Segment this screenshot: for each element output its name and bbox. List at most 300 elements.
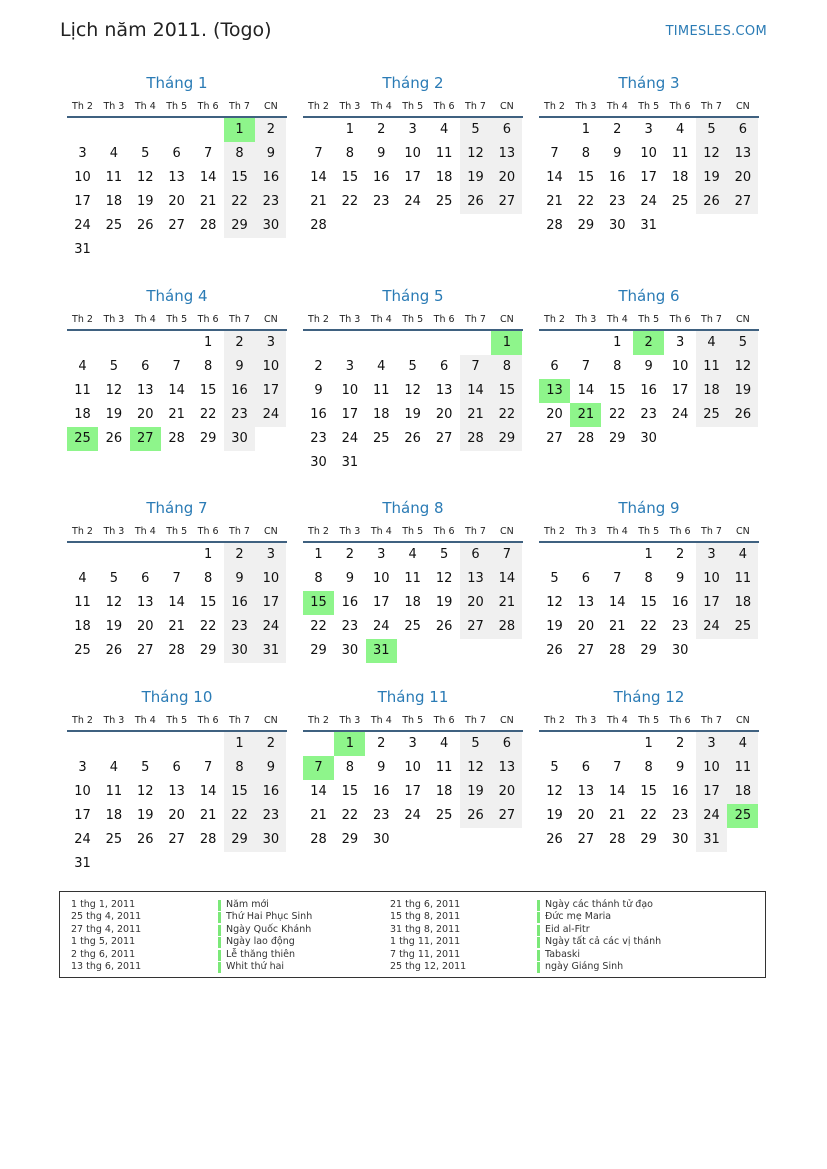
holiday-day-cell: 13: [539, 379, 570, 403]
day-cell: 15: [341, 784, 359, 799]
day-cell: 26: [696, 190, 727, 214]
day-cell: 21: [609, 808, 626, 823]
month-name: Tháng 8: [382, 499, 444, 517]
holiday-marker: [218, 925, 221, 936]
day-cell: 20: [491, 166, 522, 190]
day-cell: 13: [577, 595, 595, 610]
weekday-header: [303, 525, 523, 543]
holiday-day-cell: 27: [130, 427, 161, 451]
day-cell: 12: [404, 383, 421, 398]
weekday-label: Th 2: [72, 101, 93, 112]
weekday-label: Th 4: [134, 314, 156, 325]
day-cell: 20: [577, 619, 595, 634]
day-cell: 10: [373, 571, 390, 586]
weekday-label: Th 7: [465, 314, 486, 325]
legend-date: 27 thg 4, 2011: [71, 923, 142, 935]
day-cell: 3: [255, 543, 286, 567]
day-cell: 27: [435, 431, 453, 446]
day-cell: 4: [696, 331, 727, 355]
day-cell: 9: [644, 359, 653, 374]
day-cell: 9: [224, 567, 255, 591]
day-cell: 14: [310, 170, 327, 185]
day-cell: 1: [224, 732, 255, 756]
day-cell: 17: [373, 595, 390, 610]
day-cell: 10: [404, 146, 421, 161]
legend-date: 13 thg 6, 2011: [71, 961, 142, 972]
weekday-header: [539, 525, 759, 543]
day-cell: 25: [105, 832, 123, 847]
day-cell: 18: [727, 591, 758, 615]
day-cell: 30: [310, 455, 327, 470]
weekday-label: Th 6: [433, 314, 455, 325]
holiday-day-cell: 21: [570, 403, 601, 427]
holiday-day-cell: 7: [303, 756, 334, 780]
day-cell: 18: [727, 780, 758, 804]
day-cell: 22: [341, 808, 359, 823]
month-name: Tháng 1: [146, 74, 208, 92]
legend-holiday-name: Năm mới: [226, 899, 269, 910]
day-cell: 8: [345, 146, 355, 161]
day-cell: 23: [640, 407, 657, 422]
day-cell: 11: [74, 595, 91, 610]
month-name: Tháng 7: [146, 499, 208, 517]
weekday-label: CN: [736, 715, 750, 726]
day-cell: 24: [671, 407, 689, 422]
day-cell: 14: [546, 170, 563, 185]
day-cell: 4: [439, 122, 449, 137]
day-cell: 20: [137, 619, 154, 634]
day-cell: 12: [460, 756, 491, 780]
day-cell: 15: [609, 383, 626, 398]
day-cell: 22: [341, 194, 359, 209]
holiday-day-cell: 1: [224, 118, 255, 142]
day-cell: 19: [137, 808, 154, 823]
day-cell: 23: [224, 403, 255, 427]
day-cell: 23: [671, 808, 689, 823]
day-cell: 19: [435, 595, 453, 610]
weekday-label: Th 2: [544, 314, 565, 325]
day-cell: 18: [74, 619, 91, 634]
day-cell: 5: [109, 359, 119, 374]
day-cell: 23: [373, 808, 390, 823]
day-cell: 28: [310, 218, 327, 233]
day-cell: 30: [609, 218, 626, 233]
day-cell: 24: [341, 431, 359, 446]
day-cell: 8: [613, 359, 622, 374]
weekday-label: Th 4: [134, 715, 156, 726]
day-cell: 3: [255, 331, 286, 355]
day-cell: 9: [675, 571, 685, 586]
day-cell: 29: [310, 643, 327, 658]
month-name: Tháng 11: [377, 688, 449, 706]
day-cell: 15: [577, 170, 595, 185]
day-cell: 9: [377, 760, 386, 775]
day-cell: 10: [671, 359, 689, 374]
day-cell: 19: [105, 619, 123, 634]
day-cell: 22: [199, 619, 217, 634]
day-cell: 27: [577, 643, 595, 658]
day-cell: 18: [105, 808, 123, 823]
day-cell: 12: [137, 784, 154, 799]
day-cell: 1: [644, 736, 653, 751]
day-cell: 21: [168, 407, 185, 422]
day-cell: 16: [341, 595, 359, 610]
holiday-marker: [537, 937, 540, 948]
day-cell: 28: [609, 643, 626, 658]
day-cell: 2: [675, 736, 685, 751]
day-cell: 24: [255, 615, 286, 639]
day-cell: 17: [404, 170, 421, 185]
day-cell: 28: [199, 832, 217, 847]
day-cell: 2: [377, 736, 386, 751]
day-cell: 6: [141, 359, 150, 374]
weekday-label: CN: [736, 314, 750, 325]
holiday-day-cell: 2: [633, 331, 664, 355]
holiday-day-cell: 1: [491, 331, 522, 355]
day-cell: 24: [74, 218, 91, 233]
weekday-label: Th 7: [229, 526, 250, 537]
day-cell: 15: [224, 166, 255, 190]
month-name: Tháng 3: [618, 74, 680, 92]
day-cell: 24: [696, 615, 727, 639]
weekday-label: Th 6: [197, 715, 219, 726]
weekday-label: Th 6: [669, 715, 691, 726]
weekday-label: Th 6: [433, 715, 455, 726]
day-cell: 17: [255, 379, 286, 403]
day-cell: 11: [373, 383, 390, 398]
day-cell: 13: [577, 784, 595, 799]
day-cell: 21: [199, 194, 217, 209]
day-cell: 16: [224, 379, 255, 403]
weekday-header: [67, 100, 287, 118]
day-cell: 11: [435, 760, 453, 775]
holiday-marker: [537, 900, 540, 911]
month-name: Tháng 12: [613, 688, 685, 706]
day-cell: 3: [675, 335, 685, 350]
day-cell: 31: [341, 455, 359, 470]
day-cell: 1: [203, 335, 213, 350]
day-cell: 2: [314, 359, 323, 374]
weekday-label: Th 5: [402, 101, 424, 112]
day-cell: 6: [550, 359, 559, 374]
weekday-label: Th 5: [166, 526, 188, 537]
day-cell: 6: [491, 732, 522, 756]
day-cell: 28: [546, 218, 563, 233]
day-cell: 13: [168, 170, 185, 185]
day-cell: 20: [727, 166, 758, 190]
day-cell: 19: [137, 194, 154, 209]
day-cell: 3: [78, 146, 87, 161]
legend-holiday-name: Ngày các thánh tử đạo: [545, 899, 653, 910]
weekday-label: CN: [500, 715, 514, 726]
weekday-label: Th 3: [575, 526, 597, 537]
holiday-day-cell: 25: [67, 427, 98, 451]
day-cell: 31: [74, 242, 91, 257]
day-cell: 11: [105, 170, 123, 185]
day-cell: 12: [460, 142, 491, 166]
day-cell: 5: [141, 146, 150, 161]
day-cell: 4: [109, 146, 119, 161]
day-cell: 30: [341, 643, 359, 658]
day-cell: 13: [435, 383, 453, 398]
day-cell: 20: [168, 808, 185, 823]
day-cell: 2: [224, 543, 255, 567]
holiday-day-cell: 31: [366, 639, 397, 663]
legend-holiday-name: Eid al-Fitr: [545, 923, 590, 935]
day-cell: 30: [373, 832, 390, 847]
day-cell: 26: [105, 643, 123, 658]
weekday-label: Th 3: [575, 314, 597, 325]
month-name: Tháng 9: [618, 499, 680, 517]
weekday-label: Th 4: [606, 715, 628, 726]
day-cell: 14: [199, 784, 217, 799]
day-cell: 5: [550, 760, 559, 775]
weekday-label: Th 3: [103, 526, 125, 537]
day-cell: 18: [435, 784, 453, 799]
day-cell: 28: [577, 431, 595, 446]
legend-date: 31 thg 8, 2011: [390, 923, 461, 935]
day-cell: 17: [671, 383, 689, 398]
day-cell: 28: [460, 427, 491, 451]
day-cell: 3: [408, 736, 417, 751]
day-cell: 27: [168, 218, 185, 233]
weekday-label: Th 4: [370, 715, 392, 726]
day-cell: 7: [172, 359, 181, 374]
holiday-marker: [537, 912, 540, 923]
day-cell: 2: [675, 547, 685, 562]
day-cell: 5: [460, 732, 491, 756]
day-cell: 4: [377, 359, 386, 374]
weekday-label: Th 7: [465, 526, 486, 537]
day-cell: 31: [640, 218, 657, 233]
day-cell: 25: [404, 619, 421, 634]
weekday-label: Th 7: [701, 715, 722, 726]
weekday-label: Th 7: [465, 715, 486, 726]
day-cell: 11: [105, 784, 123, 799]
holiday-day-cell: 25: [727, 804, 758, 828]
weekday-label: CN: [264, 314, 278, 325]
day-cell: 5: [696, 118, 727, 142]
day-cell: 13: [727, 142, 758, 166]
brand-link[interactable]: TIMESLES.COM: [665, 24, 767, 39]
day-cell: 6: [172, 760, 181, 775]
weekday-header: [67, 313, 287, 331]
day-cell: 30: [255, 214, 286, 238]
day-cell: 23: [373, 194, 390, 209]
day-cell: 10: [640, 146, 657, 161]
day-cell: 9: [345, 571, 355, 586]
day-cell: 11: [727, 756, 758, 780]
day-cell: 7: [550, 146, 559, 161]
weekday-label: CN: [264, 101, 278, 112]
day-cell: 25: [105, 218, 123, 233]
day-cell: 25: [727, 615, 758, 639]
day-cell: 6: [439, 359, 449, 374]
page-title: Lịch năm 2011. (Togo): [60, 19, 272, 41]
day-cell: 21: [199, 808, 217, 823]
day-cell: 22: [577, 194, 595, 209]
day-cell: 29: [341, 832, 359, 847]
day-cell: 23: [609, 194, 626, 209]
day-cell: 19: [546, 808, 563, 823]
day-cell: 26: [546, 832, 563, 847]
day-cell: 19: [404, 407, 421, 422]
day-cell: 26: [460, 190, 491, 214]
day-cell: 1: [345, 122, 355, 137]
day-cell: 18: [74, 407, 91, 422]
day-cell: 16: [310, 407, 327, 422]
day-cell: 9: [314, 383, 323, 398]
weekday-label: Th 6: [669, 314, 691, 325]
day-cell: 2: [613, 122, 622, 137]
day-cell: 3: [377, 547, 386, 562]
weekday-label: Th 3: [575, 101, 597, 112]
weekday-header: [539, 714, 759, 732]
day-cell: 2: [255, 118, 286, 142]
day-cell: 4: [78, 359, 87, 374]
day-cell: 21: [491, 591, 522, 615]
weekday-label: Th 4: [370, 526, 392, 537]
day-cell: 29: [224, 214, 255, 238]
day-cell: 7: [581, 359, 591, 374]
day-cell: 6: [581, 760, 591, 775]
weekday-label: Th 6: [197, 314, 219, 325]
day-cell: 20: [546, 407, 563, 422]
weekday-label: Th 6: [669, 526, 691, 537]
weekday-label: Th 5: [638, 526, 660, 537]
day-cell: 15: [491, 379, 522, 403]
day-cell: 1: [613, 335, 622, 350]
month-name: Tháng 10: [141, 688, 213, 706]
day-cell: 7: [613, 571, 622, 586]
day-cell: 8: [345, 760, 355, 775]
day-cell: 27: [491, 804, 522, 828]
day-cell: 1: [314, 547, 323, 562]
weekday-label: Th 5: [402, 715, 424, 726]
day-cell: 12: [105, 383, 123, 398]
weekday-label: Th 4: [370, 314, 392, 325]
day-cell: 20: [435, 407, 453, 422]
weekday-label: Th 3: [339, 101, 361, 112]
holiday-day-cell: 15: [303, 591, 334, 615]
day-cell: 2: [377, 122, 386, 137]
weekday-label: CN: [264, 526, 278, 537]
day-cell: 15: [341, 170, 359, 185]
day-cell: 17: [404, 784, 421, 799]
day-cell: 23: [310, 431, 327, 446]
day-cell: 18: [105, 194, 123, 209]
weekday-label: Th 2: [308, 715, 329, 726]
day-cell: 19: [460, 166, 491, 190]
weekday-label: Th 6: [197, 526, 219, 537]
weekday-label: Th 5: [402, 526, 424, 537]
day-cell: 12: [727, 355, 758, 379]
weekday-label: Th 3: [575, 715, 597, 726]
day-cell: 10: [696, 567, 727, 591]
day-cell: 27: [460, 615, 491, 639]
day-cell: 22: [310, 619, 327, 634]
day-cell: 27: [168, 832, 185, 847]
holiday-legend: [59, 891, 766, 978]
weekday-label: CN: [500, 314, 514, 325]
weekday-label: Th 2: [544, 715, 565, 726]
day-cell: 16: [609, 170, 626, 185]
day-cell: 12: [546, 595, 563, 610]
day-cell: 28: [168, 643, 185, 658]
weekday-label: Th 7: [229, 101, 250, 112]
weekday-header: [539, 313, 759, 331]
day-cell: 16: [373, 170, 390, 185]
day-cell: 14: [199, 170, 217, 185]
weekday-label: Th 3: [339, 526, 361, 537]
weekday-label: CN: [500, 101, 514, 112]
day-cell: 18: [373, 407, 390, 422]
weekday-label: Th 2: [544, 101, 565, 112]
day-cell: 9: [255, 756, 286, 780]
weekday-label: Th 2: [308, 101, 329, 112]
weekday-label: Th 7: [701, 526, 722, 537]
day-cell: 19: [696, 166, 727, 190]
weekday-label: Th 5: [166, 715, 188, 726]
day-cell: 11: [435, 146, 453, 161]
day-cell: 10: [255, 355, 286, 379]
day-cell: 21: [310, 194, 327, 209]
day-cell: 16: [255, 166, 286, 190]
weekday-label: Th 5: [638, 314, 660, 325]
day-cell: 29: [491, 427, 522, 451]
day-cell: 21: [460, 403, 491, 427]
day-cell: 9: [675, 760, 685, 775]
day-cell: 6: [491, 118, 522, 142]
day-cell: 5: [109, 571, 119, 586]
weekday-label: Th 3: [103, 101, 125, 112]
day-cell: 31: [255, 639, 286, 663]
day-cell: 7: [460, 355, 491, 379]
weekday-label: CN: [736, 101, 750, 112]
legend-date: 25 thg 4, 2011: [71, 911, 142, 923]
day-cell: 20: [491, 780, 522, 804]
day-cell: 22: [224, 804, 255, 828]
weekday-header: [303, 714, 523, 732]
legend-holiday-name: Tabaski: [545, 948, 580, 960]
weekday-label: Th 4: [134, 101, 156, 112]
day-cell: 8: [491, 355, 522, 379]
day-cell: 2: [345, 547, 355, 562]
day-cell: 11: [74, 383, 91, 398]
weekday-header: [67, 525, 287, 543]
day-cell: 17: [255, 591, 286, 615]
day-cell: 24: [404, 808, 421, 823]
day-cell: 1: [644, 547, 653, 562]
weekday-label: Th 2: [544, 526, 565, 537]
weekday-label: Th 7: [701, 101, 722, 112]
weekday-label: Th 6: [433, 101, 455, 112]
weekday-header: [539, 100, 759, 118]
day-cell: 14: [609, 784, 626, 799]
day-cell: 3: [696, 543, 727, 567]
legend-holiday-name: Thứ Hai Phục Sinh: [226, 911, 313, 923]
day-cell: 17: [74, 808, 91, 823]
day-cell: 4: [439, 736, 449, 751]
day-cell: 11: [696, 355, 727, 379]
day-cell: 18: [696, 379, 727, 403]
day-cell: 14: [491, 567, 522, 591]
day-cell: 27: [727, 190, 758, 214]
day-cell: 9: [377, 146, 386, 161]
day-cell: 28: [199, 218, 217, 233]
day-cell: 5: [439, 547, 449, 562]
weekday-label: Th 4: [606, 314, 628, 325]
